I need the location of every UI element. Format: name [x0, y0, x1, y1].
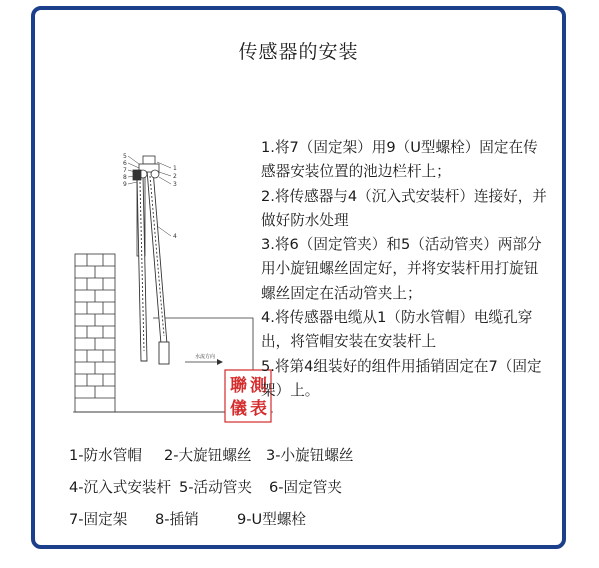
- parts-row: [69, 472, 354, 504]
- part-1: 1-防水管帽: [69, 447, 142, 464]
- callout-7: 7: [123, 167, 127, 174]
- step-4: 4.将传感器电缆从1（防水管帽）电缆孔穿出，将管帽安装在安装杆上: [261, 309, 533, 351]
- step-5: 5.将第4组装好的组件用插销固定在7（固定架）上。: [261, 357, 542, 399]
- part-4: 4-沉入式安装杆: [69, 479, 172, 496]
- stamp-char-1: 聯: [230, 376, 247, 396]
- step-2: 2.将传感器与4（沉入式安装杆）连接好，并做好防水处理: [261, 187, 547, 229]
- parts-row: [69, 440, 354, 472]
- callout-4: 4: [173, 233, 177, 240]
- callout-9: 9: [123, 181, 127, 188]
- brick-wall: [75, 254, 115, 412]
- installation-diagram: [73, 146, 273, 426]
- part-2: 2-大旋钮螺丝: [164, 447, 252, 464]
- step-1: 1.将7（固定架）用9（U型螺栓）固定在传感器安装位置的池边栏杆上；: [261, 139, 538, 181]
- top-fittings: [133, 156, 159, 180]
- callout-5: 5: [123, 153, 127, 160]
- callout-6: 6: [123, 160, 127, 167]
- callout-8: 8: [123, 174, 127, 181]
- callout-3: 3: [173, 181, 177, 188]
- part-5: 5-活动管夹: [179, 479, 252, 496]
- part-8: 8-插销: [155, 511, 199, 528]
- water-flow-arrow: [185, 353, 223, 365]
- callout-1: 1: [173, 165, 177, 172]
- part-7: 7-固定架: [69, 511, 128, 528]
- part-9: 9-U型螺栓: [237, 511, 307, 528]
- water-flow-label: 水流方向: [195, 354, 216, 360]
- part-3: 3-小旋钮螺丝: [266, 447, 354, 464]
- stamp-char-4: 表: [250, 399, 267, 419]
- step-3: 3.将6（固定管夹）和5（活动管夹）两部分用小旋钮螺丝固定好，并将安装杆用打旋钮螺丝固定在活动管夹上；: [261, 236, 542, 302]
- stamp-char-2: 測: [250, 376, 267, 396]
- callout-2: 2: [173, 173, 177, 180]
- parts-legend: [69, 440, 354, 536]
- installation-rod: [137, 170, 169, 364]
- part-6: 6-固定管夹: [269, 479, 342, 496]
- parts-row: [69, 504, 354, 536]
- stamp-char-3: 儀: [230, 399, 247, 419]
- content-frame: [31, 6, 566, 549]
- page-title: 传感器的安装: [238, 41, 359, 63]
- installation-steps: [261, 136, 551, 403]
